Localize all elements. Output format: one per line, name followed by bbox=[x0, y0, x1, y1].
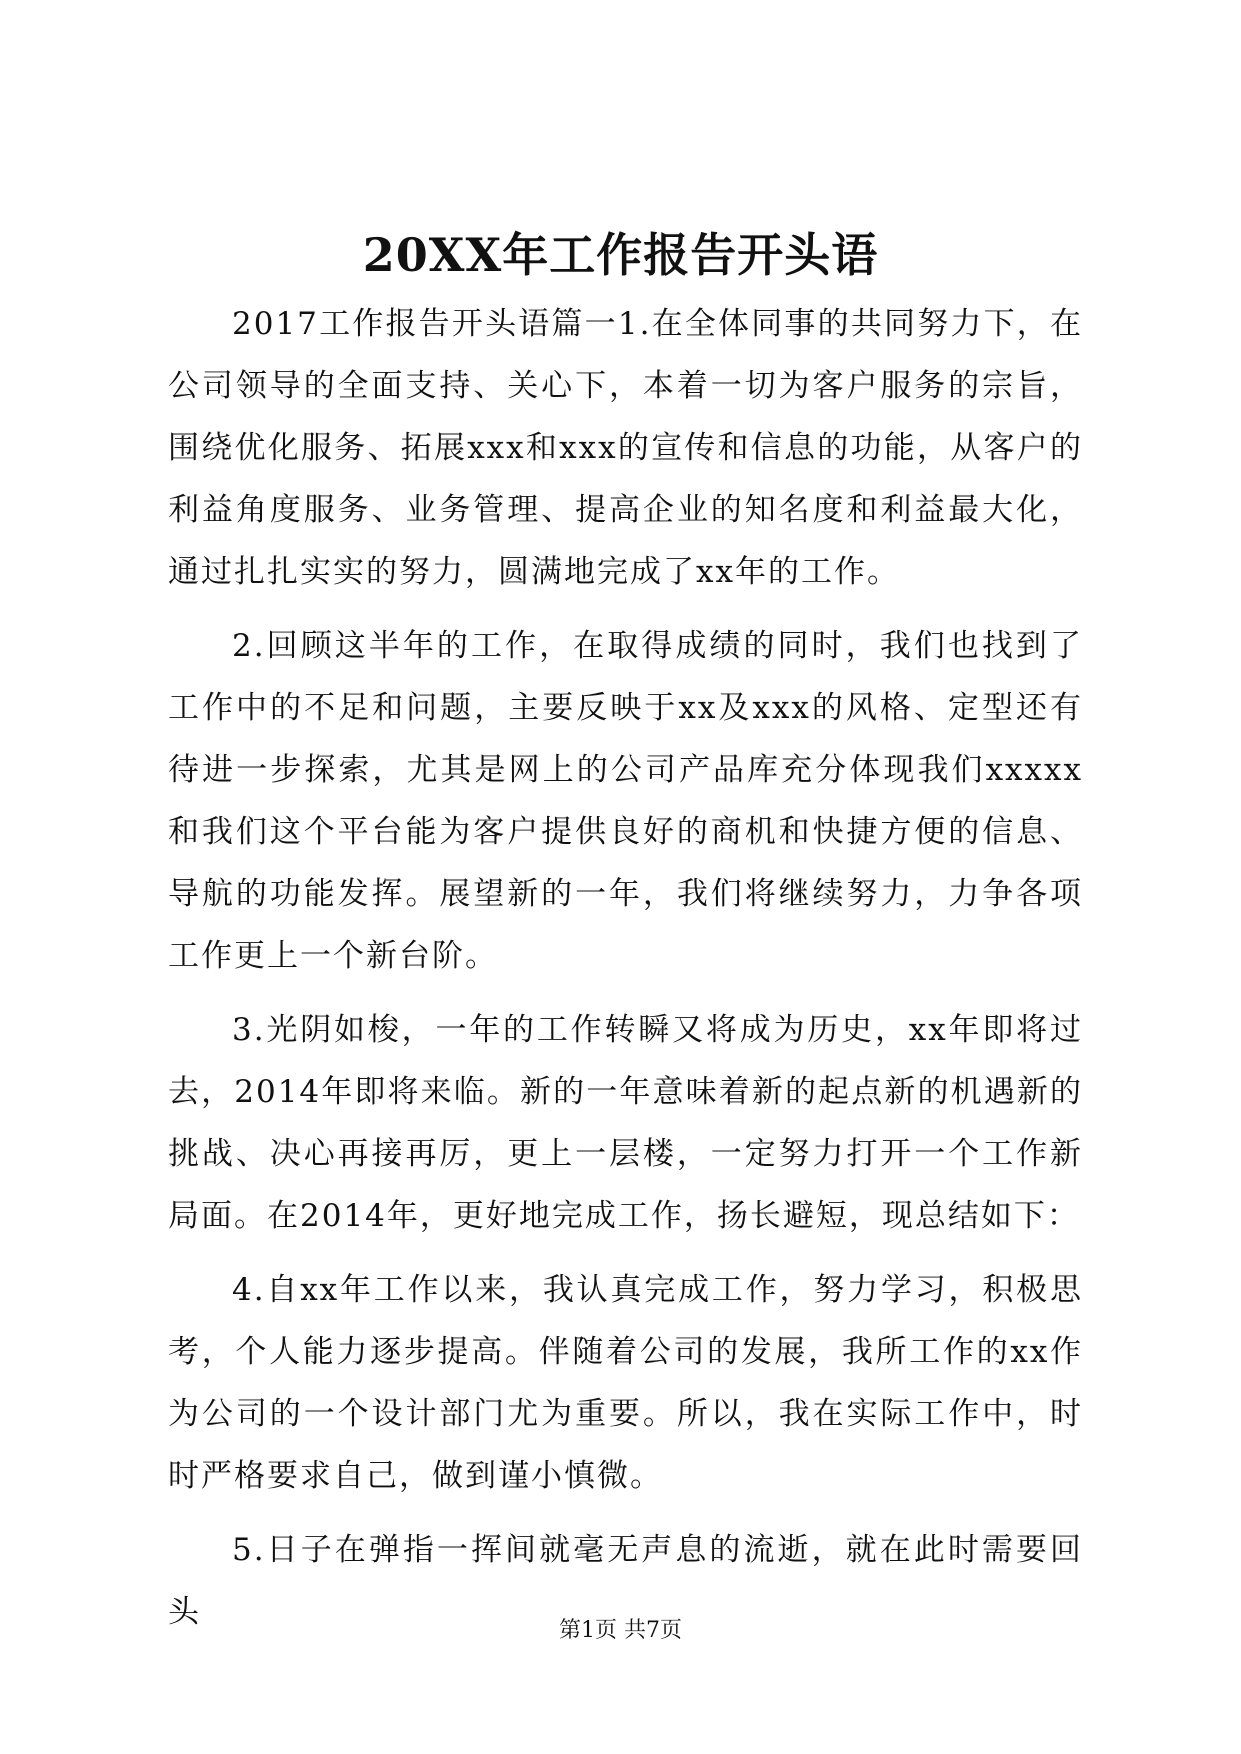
paragraph-4: 4.自xx年工作以来，我认真完成工作，努力学习，积极思考，个人能力逐步提高。伴随着公司的发展，我所工作的xx作为公司的一个设计部门尤为重要。所以，我在实际工作中，时时严格要求自己，做到谨小慎微。 bbox=[168, 1272, 1083, 1494]
document-body bbox=[168, 293, 1083, 1655]
paragraph-1: 2017工作报告开头语篇一1.在全体同事的共同努力下，在公司领导的全面支持、关心下，本着一切为客户服务的宗旨，围绕优化服务、拓展xxx和xxx的宣传和信息的功能，从客户的利益角度服务、业务管理、提高企业的知名度和利益最大化，通过扎扎实实的努力，圆满地完成了xx年的工作。 bbox=[168, 306, 1083, 590]
paragraph-2: 2.回顾这半年的工作，在取得成绩的同时，我们也找到了工作中的不足和问题，主要反映于xx及xxx的风格、定型还有待进一步探索，尤其是网上的公司产品库充分体现我们xxxxx和我们这个平台能为客户提供良好的商机和快捷方便的信息、导航的功能发挥。展望新的一年，我们将继续努力，力争各项工作更上一个新台阶。 bbox=[168, 628, 1083, 974]
paragraph-5: 5.日子在弹指一挥间就毫无声息的流逝，就在此时需要回头 bbox=[168, 1532, 1083, 1630]
document-title: 20XX年工作报告开头语 bbox=[362, 228, 879, 282]
page-number-footer: 第1页 共7页 bbox=[559, 1618, 682, 1643]
paragraph-3: 3.光阴如梭，一年的工作转瞬又将成为历史，xx年即将过去，2014年即将来临。新的一年意味着新的起点新的机遇新的挑战、决心再接再厉，更上一层楼，一定努力打开一个工作新局面。在2014年，更好地完成工作，扬长避短，现总结如下： bbox=[168, 1012, 1083, 1234]
